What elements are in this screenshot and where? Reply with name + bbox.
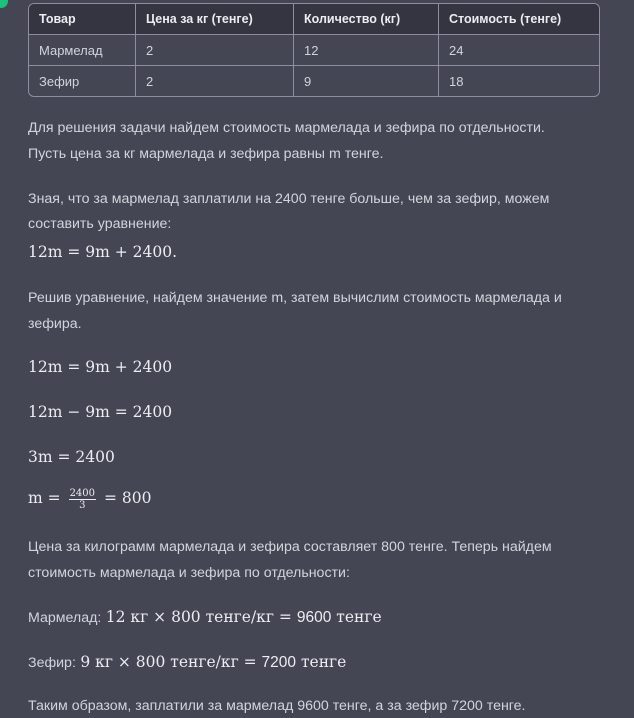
marmalade-label: Мармелад:: [28, 610, 102, 626]
table-row: [29, 66, 599, 96]
marmalade-unit: тенге: [331, 608, 382, 626]
paragraph-line: Зная, что за мармелад заплатили на 2400 тенге больше, чем за зефир, можем: [28, 191, 550, 207]
equation-rhs: = 800: [103, 489, 152, 507]
table-header-cell: Количество (кг): [294, 4, 439, 35]
fraction: [69, 488, 96, 511]
table-header-row: [29, 4, 599, 35]
zefir-unit: тенге: [296, 653, 347, 671]
zefir-expression: 9 кг × 800 тенге/кг =: [80, 653, 262, 671]
table-cell: Мармелад: [29, 35, 136, 66]
table-cell: 2: [136, 35, 294, 66]
table-cell: Зефир: [29, 66, 136, 96]
marmalade-cost-line: [28, 605, 382, 630]
equation-step: 3m = 2400: [28, 448, 115, 466]
equation-lhs: m =: [28, 489, 61, 507]
paragraph-line: зефира.: [28, 316, 82, 332]
paragraph-line: Таким образом, заплатили за мармелад 9600 тенге, а за зефир 7200 тенге.: [28, 698, 526, 714]
zefir-result: 7200: [261, 654, 297, 671]
table-header-cell: Цена за кг (тенге): [136, 4, 294, 35]
zefir-label: Зефир:: [28, 655, 76, 671]
table-row: [29, 35, 599, 66]
marmalade-expression: 12 кг × 800 тенге/кг =: [105, 608, 297, 626]
fraction-denominator: 3: [79, 499, 86, 511]
assistant-message: [28, 0, 606, 714]
paragraph-line: Цена за килограмм мармелада и зефира составляет 800 тенге. Теперь найдем: [28, 539, 552, 555]
assistant-avatar-icon: [0, 0, 8, 8]
paragraph-line: Решив уравнение, найдем значение m, затем вычислим стоимость мармелада и: [28, 290, 562, 306]
table-cell: 24: [439, 35, 599, 66]
table-cell: 12: [294, 35, 439, 66]
table-cell: 9: [294, 66, 439, 96]
zefir-cost-line: [28, 650, 346, 675]
table-cell: 18: [449, 73, 464, 89]
paragraph-line: Для решения задачи найдем стоимость мармелада и зефира по отдельности.: [28, 120, 545, 136]
table-header-cell: Товар: [29, 4, 136, 35]
equation-step: 12m − 9m = 2400: [28, 403, 173, 421]
marmalade-result: 9600: [296, 609, 332, 626]
table-cell: 2: [136, 66, 294, 96]
table-header-cell: Стоимость (тенге): [439, 4, 599, 35]
data-table: [28, 3, 600, 97]
equation-main: 12m = 9m + 2400.: [28, 243, 178, 261]
paragraph-line: составить уравнение:: [28, 216, 172, 232]
paragraph-line: Пусть цена за кг мармелада и зефира равны m тенге.: [28, 146, 384, 162]
paragraph-line: стоимость мармелада и зефира по отдельности:: [28, 565, 350, 581]
equation-fraction: [28, 486, 151, 511]
equation-step: 12m = 9m + 2400: [28, 358, 173, 376]
fraction-numerator: 2400: [69, 487, 96, 499]
